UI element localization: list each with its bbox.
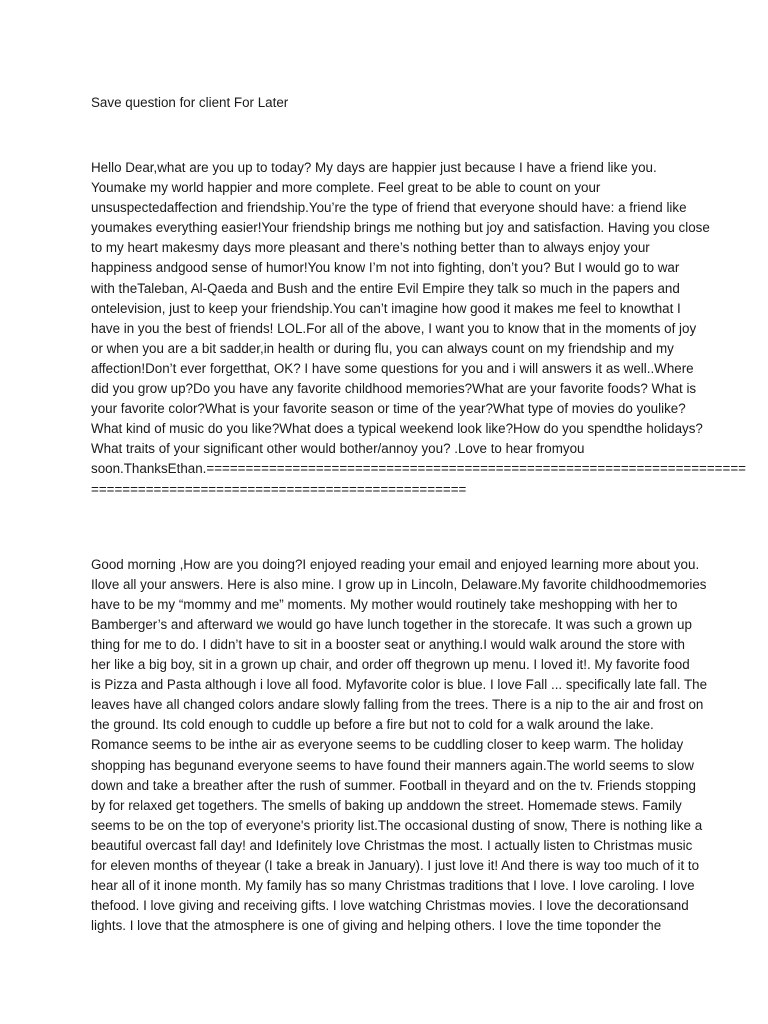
text-line: What traits of your significant other would bother/annoy you? .Love to hear fromyou bbox=[91, 441, 585, 457]
text-line: What kind of music do you like?What does a typical weekend look like?How do you spendthe holidays? bbox=[91, 421, 703, 437]
text-line: Good morning ,How are you doing?I enjoyed reading your email and enjoyed learning more about you. bbox=[91, 556, 700, 572]
text-line: the ground. Its cold enough to cuddle up before a fire but not to cold for a walk around the lake. bbox=[91, 717, 654, 733]
text-line: beautiful overcast fall day! and Idefinitely love Christmas the most. I actually listen to Christmas music bbox=[91, 837, 693, 853]
text-line: seems to be on the top of everyone's priority list.The occasional dusting of snow, There is nothing like a bbox=[91, 817, 703, 833]
text-line: have in you the best of friends! LOL.For all of the above, I want you to know that in the moments of joy bbox=[91, 320, 697, 336]
text-line: thing for me to do. I didn’t have to sit in a booster seat or anything.I would walk around the store with bbox=[91, 636, 685, 652]
text-line: ================================================ bbox=[91, 481, 467, 497]
save-for-later-link[interactable]: Save question for client For Later bbox=[91, 95, 289, 110]
text-line: Bamberger’s and afterward we would go have lunch together in the storecafe. It was such a grown up bbox=[91, 616, 692, 632]
text-line: with theTaleban, Al-Qaeda and Bush and the entire Evil Empire they talk so much in the papers and bbox=[91, 280, 680, 296]
text-line: have to be my “mommy and me” moments. My mother would routinely take meshopping with her to bbox=[91, 596, 678, 612]
text-line: Ilove all your answers. Here is also mine. I grow up in Lincoln, Delaware.My favorite childhoodmemories bbox=[91, 576, 707, 592]
text-line: unsuspectedaffection and friendship.You’re the type of friend that everyone should have: a friend like bbox=[91, 200, 687, 216]
text-line: your favorite color?What is your favorite season or time of the year?What type of movies do youlike? bbox=[91, 401, 686, 417]
text-line: is Pizza and Pasta although i love all food. Myfavorite color is blue. I love Fall ... specifically late fall. The bbox=[91, 677, 708, 693]
text-line: by for relaxed get togethers. The smells of baking up anddown the street. Homemade stews. Family bbox=[91, 797, 682, 813]
text-line: shopping has begunand everyone seems to have found their manners again.The world seems to slow bbox=[91, 757, 694, 773]
text-line: hear all of it inone month. My family has so many Christmas traditions that I love. I love caroling. I love bbox=[91, 878, 695, 894]
text-line: her like a big boy, sit in a grown up chair, and order off thegrown up menu. I loved it!. My favorite food bbox=[91, 657, 690, 673]
text-line: lights. I love that the atmosphere is one of giving and helping others. I love the time toponder the bbox=[91, 918, 662, 934]
letter-paragraph-1 bbox=[91, 158, 746, 500]
text-line: leaves have all changed colors andare slowly falling from the trees. There is a nip to the air and frost on bbox=[91, 697, 704, 713]
text-line: or when you are a bit sadder,in health or during flu, you can always count on my friendship and my bbox=[91, 340, 674, 356]
paragraph-spacer bbox=[91, 500, 680, 555]
letter-paragraph-2 bbox=[91, 555, 708, 937]
text-line: Youmake my world happier and more complete. Feel great to be able to count on your bbox=[91, 180, 601, 196]
text-line: ontelevision, just to keep your friendship.You can’t imagine how good it makes me feel to knowthat I bbox=[91, 300, 681, 316]
text-line: down and take a breather after the rush of summer. Football in theyard and on the tv. Friends stopping bbox=[91, 777, 696, 793]
text-line: youmakes everything easier!Your friendship brings me nothing but joy and satisfaction. Having you close bbox=[91, 220, 710, 236]
text-line: Hello Dear,what are you up to today? My days are happier just because I have a friend like you. bbox=[91, 160, 657, 175]
text-line: did you grow up?Do you have any favorite childhood memories?What are your favorite foods? What is bbox=[91, 381, 697, 397]
text-line: happiness andgood sense of humor!You know I’m not into fighting, don’t you? But I would go to war bbox=[91, 260, 680, 276]
text-line: to my heart makesmy days more pleasant and there’s nothing better than to always enjoy your bbox=[91, 240, 650, 256]
text-line: affection!Don’t ever forgetthat, OK? I have some questions for you and i will answers it as well..Where bbox=[91, 360, 694, 376]
text-line: Romance seems to be inthe air as everyone seems to be cuddling closer to keep warm. The holiday bbox=[91, 737, 684, 753]
text-line: thefood. I love giving and receiving gifts. I love watching Christmas movies. I love the decorationsand bbox=[91, 898, 689, 914]
text-line: soon.ThanksEthan.===================================================================== bbox=[91, 461, 746, 477]
text-line: for eleven months of theyear (I take a break in January). I just love it! And there is way too much of it to bbox=[91, 858, 700, 873]
